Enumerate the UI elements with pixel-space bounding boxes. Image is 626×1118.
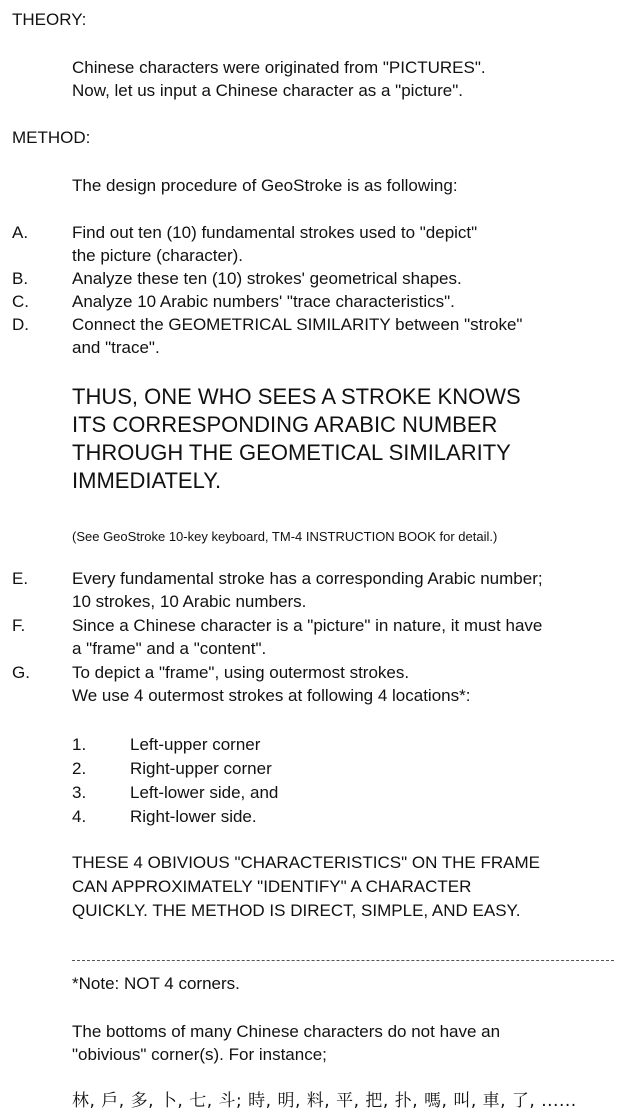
item-d-line-2: and "trace". [72, 338, 160, 357]
chinese-examples: 林, 戶, 多, 卜, 七, 斗; 時, 明, 料, 平, 把, 扑, 嗎, 叫, 車, 了, ...... [72, 1091, 577, 1111]
item-e-line-1: Every fundamental stroke has a corresponding Arabic number; [72, 569, 543, 588]
item-g-line-1: To depict a "frame", using outermost strokes. [72, 663, 410, 682]
theory-heading: THEORY: [12, 10, 87, 29]
method-heading: METHOD: [12, 128, 91, 147]
location-2-text: Right-upper corner [130, 759, 272, 778]
reference-note: (See GeoStroke 10-key keyboard, TM-4 INSTRUCTION BOOK for detail.) [72, 529, 498, 544]
location-1-num: 1. [72, 735, 87, 754]
footnote-note: *Note: NOT 4 corners. [72, 974, 240, 993]
footnote-line-2: "obivious" corner(s). For instance; [72, 1045, 327, 1064]
item-c-line-1: Analyze 10 Arabic numbers' "trace characteristics". [72, 292, 455, 311]
location-2-num: 2. [72, 759, 87, 778]
item-g-letter: G. [12, 663, 30, 682]
emphasis-line-1: THUS, ONE WHO SEES A STROKE KNOWS [72, 384, 521, 409]
theory-line-1: Chinese characters were originated from "PICTURES". [72, 58, 486, 77]
item-d-letter: D. [12, 315, 29, 334]
item-f-letter: F. [12, 616, 26, 635]
emphasis-line-2: ITS CORRESPONDING ARABIC NUMBER [72, 412, 498, 437]
item-f-line-2: a "frame" and a "content". [72, 639, 267, 658]
emphasis-line-4: IMMEDIATELY. [72, 468, 222, 493]
item-e-letter: E. [12, 569, 29, 588]
characteristics-line-2: CAN APPROXIMATELY "IDENTIFY" A CHARACTER [72, 877, 472, 896]
location-3-num: 3. [72, 783, 87, 802]
item-b-line-1: Analyze these ten (10) strokes' geometrical shapes. [72, 269, 462, 288]
location-4-num: 4. [72, 807, 87, 826]
characteristics-line-3: QUICKLY. THE METHOD IS DIRECT, SIMPLE, AND EASY. [72, 901, 521, 920]
method-intro: The design procedure of GeoStroke is as following: [72, 176, 458, 195]
theory-line-2: Now, let us input a Chinese character as a "picture". [72, 81, 463, 100]
location-3-text: Left-lower side, and [130, 783, 279, 802]
item-a-line-2: the picture (character). [72, 246, 244, 265]
location-1-text: Left-upper corner [130, 735, 261, 754]
item-g-line-2: We use 4 outermost strokes at following 4 locations*: [72, 686, 471, 705]
item-c-letter: C. [12, 292, 29, 311]
item-d-line-1: Connect the GEOMETRICAL SIMILARITY between "stroke" [72, 315, 523, 334]
item-f-line-1: Since a Chinese character is a "picture" in nature, it must have [72, 616, 543, 635]
item-b-letter: B. [12, 269, 29, 288]
item-e-line-2: 10 strokes, 10 Arabic numbers. [72, 592, 307, 611]
characteristics-line-1: THESE 4 OBIVIOUS "CHARACTERISTICS" ON THE FRAME [72, 853, 540, 872]
footnote-divider [72, 960, 614, 961]
emphasis-line-3: THROUGH THE GEOMETICAL SIMILARITY [72, 440, 511, 465]
location-4-text: Right-lower side. [130, 807, 257, 826]
footnote-line-1: The bottoms of many Chinese characters do not have an [72, 1022, 501, 1041]
item-a-letter: A. [12, 223, 29, 242]
item-a-line-1: Find out ten (10) fundamental strokes used to "depict" [72, 223, 478, 242]
